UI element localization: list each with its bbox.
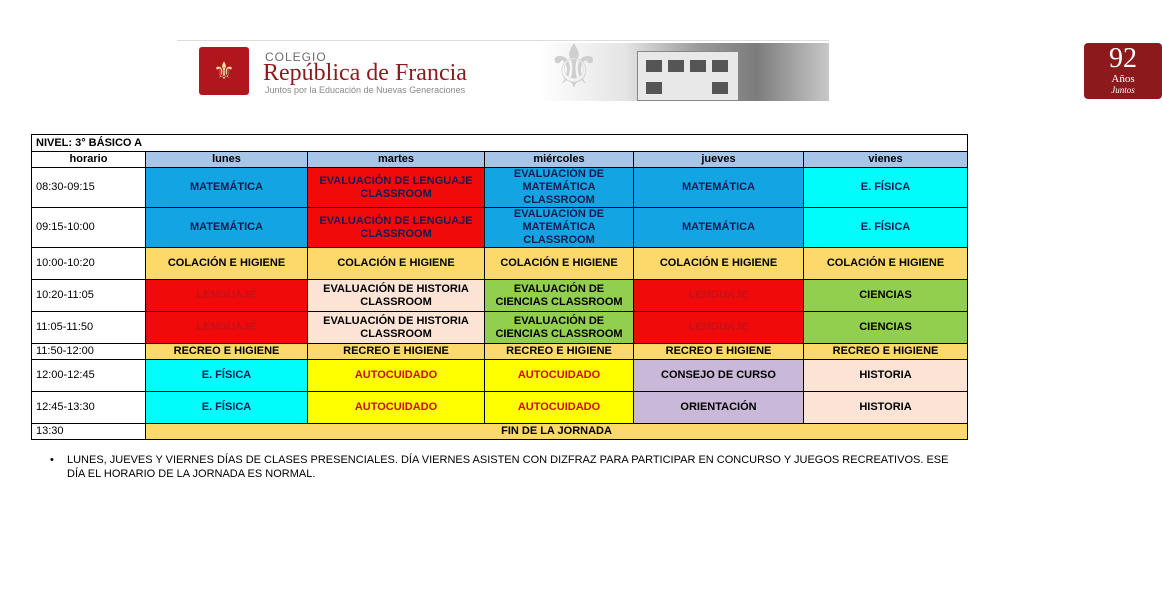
time-cell: 09:15-10:00 <box>32 208 146 248</box>
time-cell: 11:50-12:00 <box>32 344 146 360</box>
class-cell: CIENCIAS <box>804 312 968 344</box>
anniversary-badge <box>1084 43 1162 99</box>
anniversary-sub: Juntos <box>1111 85 1135 95</box>
table-row <box>32 168 968 208</box>
time-cell: 13:30 <box>32 424 146 440</box>
table-row <box>32 312 968 344</box>
class-cell: EVALUACIÓN DE CIENCIAS CLASSROOM <box>485 280 634 312</box>
building-image <box>637 51 739 101</box>
table-row <box>32 208 968 248</box>
class-cell: E. FÍSICA <box>804 208 968 248</box>
class-cell: LENGUAJE <box>146 280 308 312</box>
school-motto: Juntos por la Educación de Nuevas Generaciones <box>265 85 466 95</box>
anniversary-label: Años <box>1111 73 1135 85</box>
school-building-photo <box>539 32 1137 102</box>
col-header-miercoles: miércoles <box>485 152 634 168</box>
fleur-de-lis-icon: ⚜ <box>213 57 235 85</box>
class-cell: RECREO E HIGIENE <box>308 344 485 360</box>
timetable <box>31 134 968 440</box>
class-cell: COLACIÓN E HIGIENE <box>804 248 968 280</box>
class-cell: LENGUAJE <box>634 280 804 312</box>
class-cell: EVALUACIÓN DE LENGUAJE CLASSROOM <box>308 208 485 248</box>
class-cell: COLACIÓN E HIGIENE <box>634 248 804 280</box>
table-row <box>32 424 968 440</box>
class-cell: MATEMÁTICA <box>146 168 308 208</box>
class-cell: LENGUAJE <box>146 312 308 344</box>
class-cell: EVALUACIÓN DE HISTORIA CLASSROOM <box>308 280 485 312</box>
col-header-horario: horario <box>32 152 146 168</box>
class-cell: E. FÍSICA <box>146 360 308 392</box>
class-cell: MATEMÁTICA <box>634 168 804 208</box>
class-cell: EVALUACIÓN DE MATEMÁTICA CLASSROOM <box>485 168 634 208</box>
class-cell: EVALUACIÓN DE MATEMÁTICA CLASSROOM <box>485 208 634 248</box>
school-label: COLEGIO <box>265 50 327 64</box>
class-cell: AUTOCUIDADO <box>308 392 485 424</box>
class-cell: EVALUACIÓN DE CIENCIAS CLASSROOM <box>485 312 634 344</box>
schedule-note <box>50 453 958 481</box>
class-cell: LENGUAJE <box>634 312 804 344</box>
class-cell: CIENCIAS <box>804 280 968 312</box>
time-cell: 10:00-10:20 <box>32 248 146 280</box>
class-cell: AUTOCUIDADO <box>485 360 634 392</box>
class-cell: AUTOCUIDADO <box>308 360 485 392</box>
class-cell: COLACIÓN E HIGIENE <box>485 248 634 280</box>
class-cell: MATEMÁTICA <box>146 208 308 248</box>
table-row <box>32 392 968 424</box>
bullet-icon: • <box>50 454 54 466</box>
anniversary-number: 92 <box>1109 43 1137 74</box>
time-cell: 12:00-12:45 <box>32 360 146 392</box>
table-row <box>32 360 968 392</box>
class-cell: EVALUACIÓN DE LENGUAJE CLASSROOM <box>308 168 485 208</box>
col-header-martes: martes <box>308 152 485 168</box>
class-cell: EVALUACIÓN DE HISTORIA CLASSROOM <box>308 312 485 344</box>
col-header-lunes: lunes <box>146 152 308 168</box>
school-crest-logo <box>199 47 249 95</box>
fleur-de-lis-watermark-icon: ⚜ <box>547 32 601 102</box>
time-cell: 11:05-11:50 <box>32 312 146 344</box>
school-banner <box>177 32 1137 103</box>
class-cell: RECREO E HIGIENE <box>146 344 308 360</box>
class-cell: CONSEJO DE CURSO <box>634 360 804 392</box>
table-row <box>32 344 968 360</box>
end-of-day-cell: FIN DE LA JORNADA <box>146 424 968 440</box>
class-cell: E. FÍSICA <box>804 168 968 208</box>
class-cell: AUTOCUIDADO <box>485 392 634 424</box>
class-cell: ORIENTACIÓN <box>634 392 804 424</box>
table-row <box>32 248 968 280</box>
col-header-jueves: jueves <box>634 152 804 168</box>
col-header-viernes: vienes <box>804 152 968 168</box>
note-text: LUNES, JUEVES Y VIERNES DÍAS DE CLASES PRESENCIALES. DÍA VIERNES ASISTEN CON DIZFRAZ PARA PARTICIPAR EN CONCURSO Y JUEGOS RECREATIVOS. ESE DÍA EL HORARIO DE LA JORNADA ES NORMAL. <box>67 454 949 480</box>
school-name: República de Francia <box>263 60 467 86</box>
class-cell: RECREO E HIGIENE <box>804 344 968 360</box>
class-cell: HISTORIA <box>804 392 968 424</box>
class-cell: HISTORIA <box>804 360 968 392</box>
time-cell: 12:45-13:30 <box>32 392 146 424</box>
nivel-title: NIVEL: 3° BÁSICO A <box>32 135 968 152</box>
class-cell: E. FÍSICA <box>146 392 308 424</box>
class-cell: MATEMÁTICA <box>634 208 804 248</box>
class-cell: COLACIÓN E HIGIENE <box>308 248 485 280</box>
time-cell: 08:30-09:15 <box>32 168 146 208</box>
table-row <box>32 280 968 312</box>
header-row <box>32 152 968 168</box>
class-cell: COLACIÓN E HIGIENE <box>146 248 308 280</box>
time-cell: 10:20-11:05 <box>32 280 146 312</box>
class-cell: RECREO E HIGIENE <box>634 344 804 360</box>
class-cell: RECREO E HIGIENE <box>485 344 634 360</box>
